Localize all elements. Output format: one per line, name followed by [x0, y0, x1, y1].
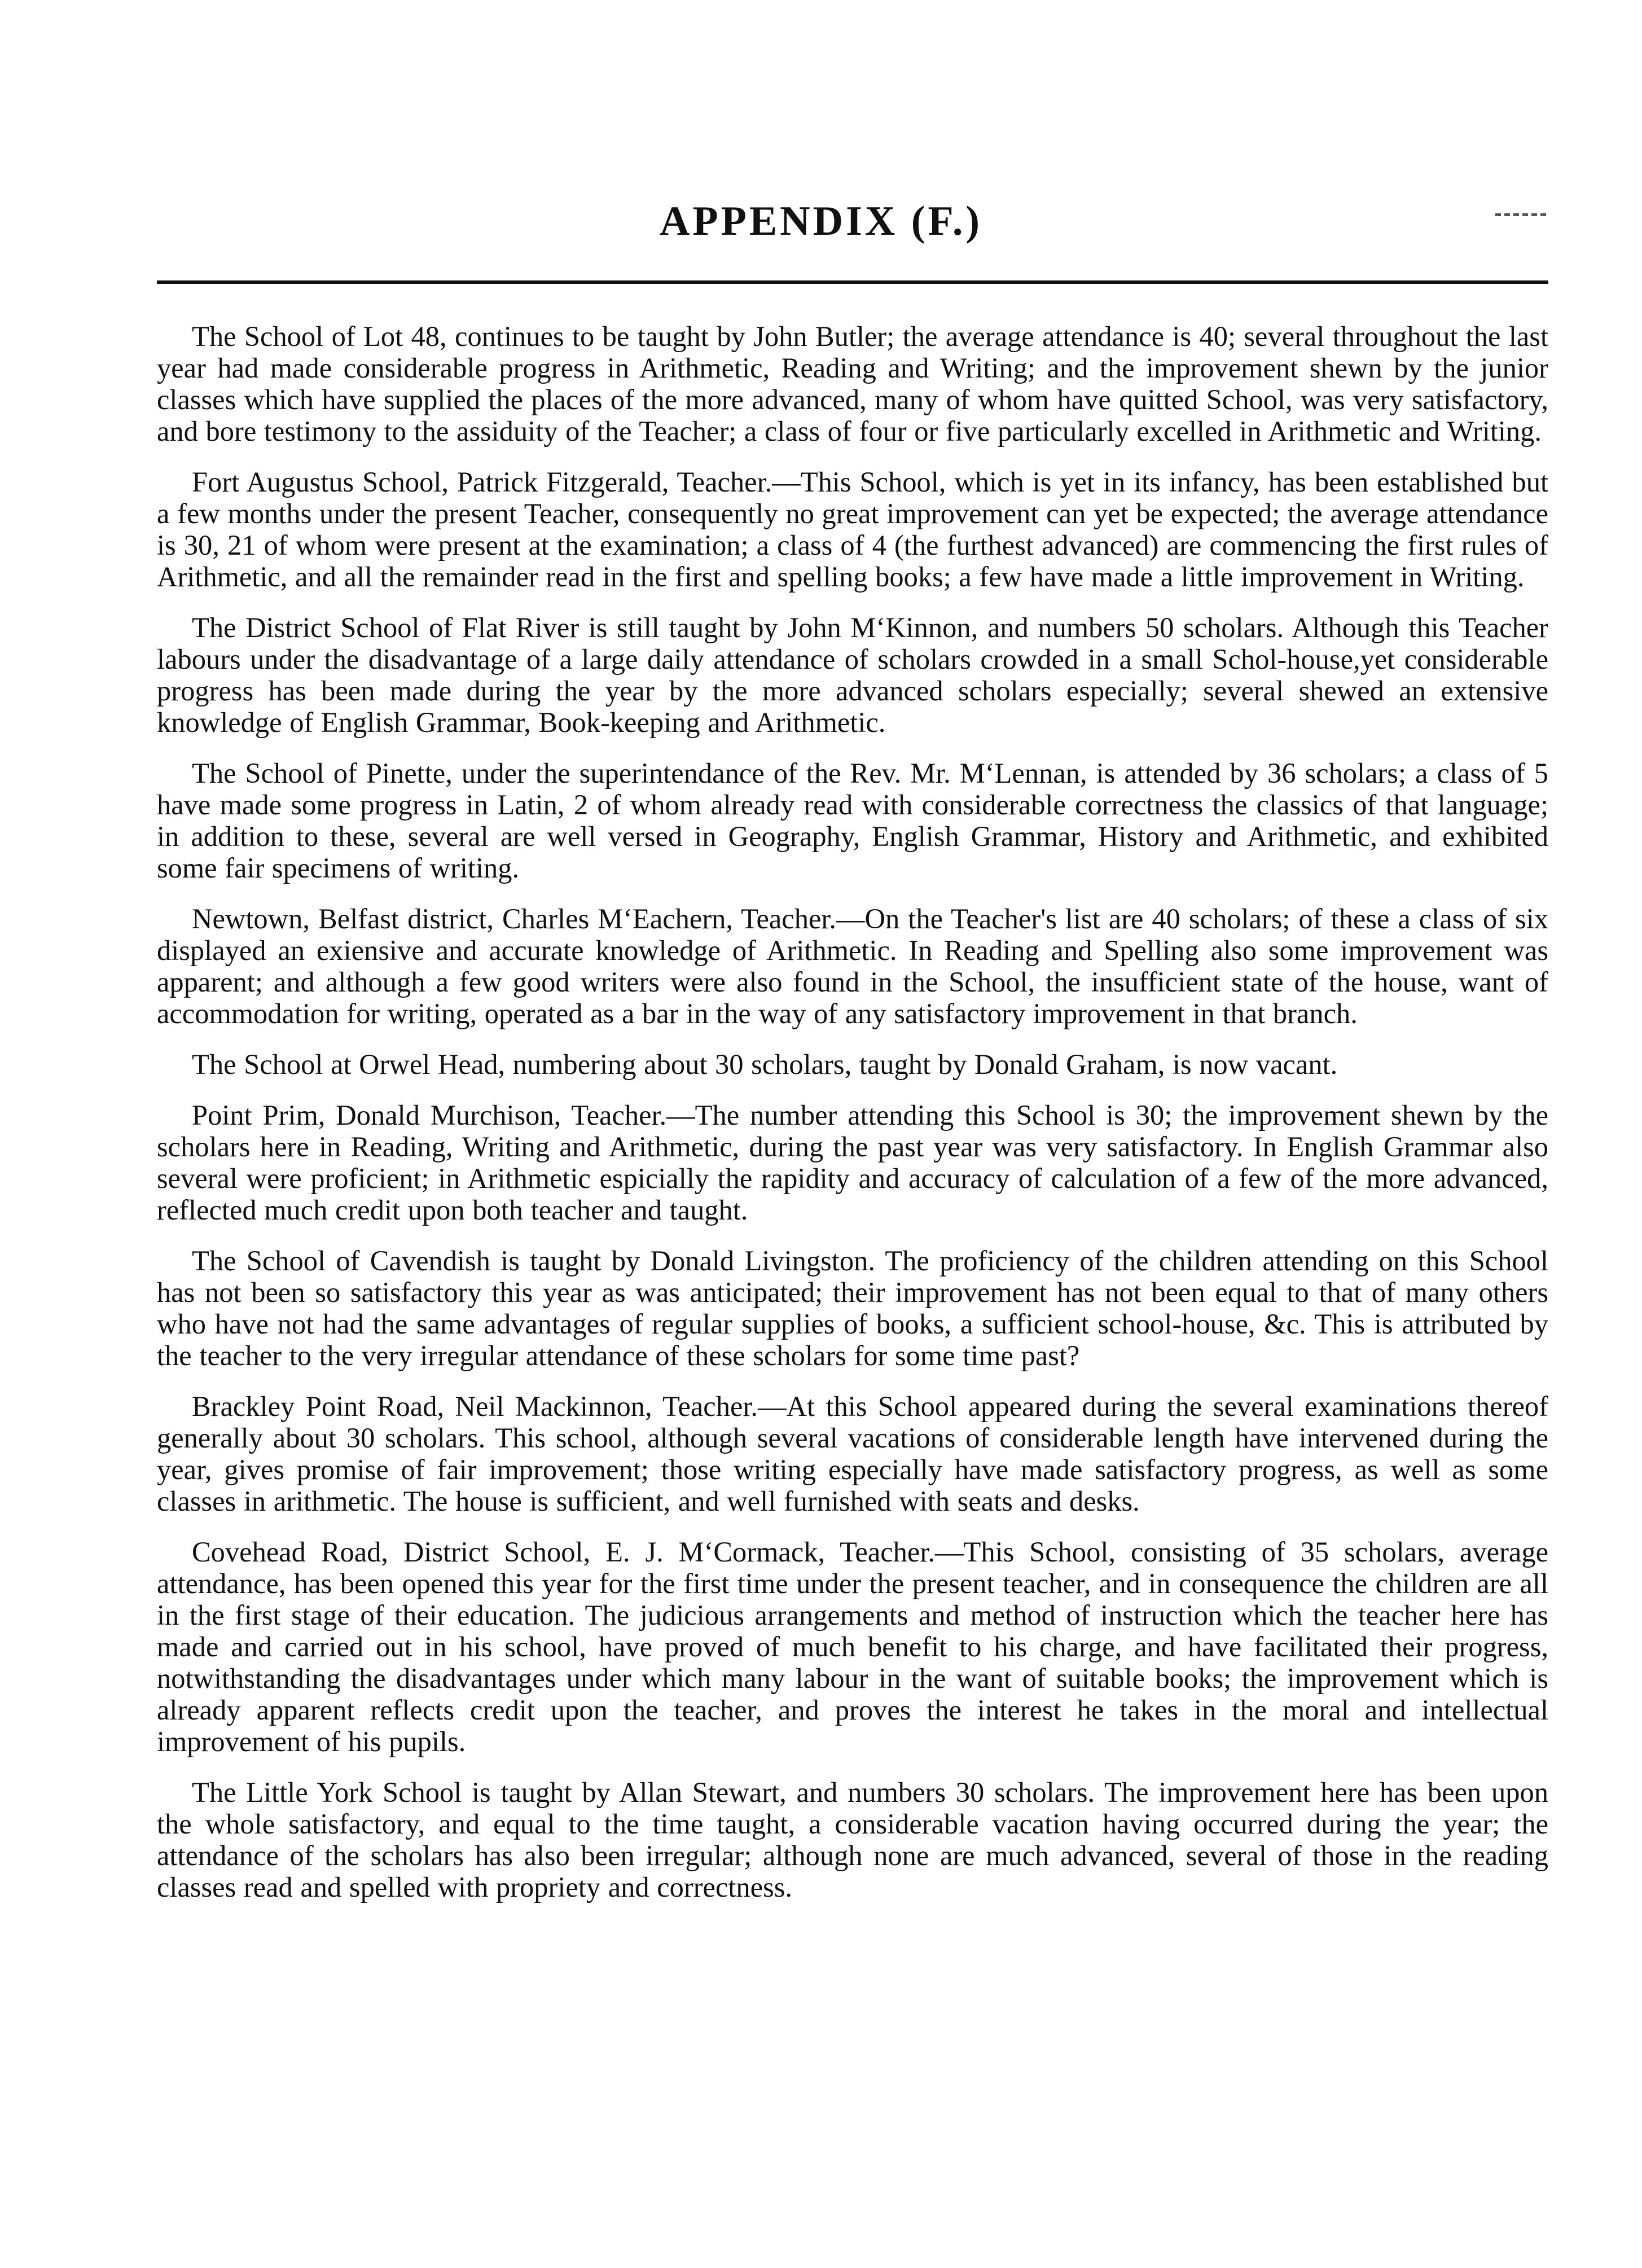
paragraph-fort-augustus: Fort Augustus School, Patrick Fitzgerald, Teacher.—This School, which is yet in its infancy, has been established but a few months under the present Teacher, consequently no great improvement can yet be expected; the average attendance is 30, 21 of whom were present at the examination; a class of 4 (the furthest advanced) are commencing the first rules of Arithmetic, and all the remainder read in the first and spelling books; a few have made a little improvement in Writing.: [157, 466, 1548, 593]
paragraph-brackley-point: Brackley Point Road, Neil Mackinnon, Teacher.—At this School appeared during the several examinations thereof generally about 30 scholars. This school, although several vacations of considerable length have intervened during the year, gives promise of fair improvement; those writing especially have made satisfactory progress, as well as some classes in arithmetic. The house is sufficient, and well furnished with seats and desks.: [157, 1390, 1548, 1517]
paragraph-cavendish: The School of Cavendish is taught by Donald Livingston. The proficiency of the children attending on this School has not been so satisfactory this year as was anticipated; their improvement has not been equal to that of many others who have not had the same advantages of regular supplies of books, a sufficient school-house, &c. This is attributed by the teacher to the very irregular attendance of these scholars for some time past?: [157, 1245, 1548, 1371]
paragraph-point-prim: Point Prim, Donald Murchison, Teacher.—The number attending this School is 30; the improvement shewn by the scholars here in Reading, Writing and Arithmetic, during the past year was very satisfactory. In English Grammar also several were proficient; in Arithmetic espicially the rapidity and accuracy of calculation of a few of the more advanced, reflected much credit upon both teacher and taught.: [157, 1099, 1548, 1226]
page-heading: APPENDIX (F.): [659, 198, 982, 244]
paragraph-orwel-head: The School at Orwel Head, numbering about 30 scholars, taught by Donald Graham, is now vacant.: [192, 1049, 1338, 1080]
paragraph-covehead-road: Covehead Road, District School, E. J. M‘Cormack, Teacher.—This School, consisting of 35 scholars, average attendance, has been opened this year for the first time under the present teacher, and in consequence the children are all in the first stage of their education. The judicious arrangements and method of instruction which the teacher here has made and carried out in his school, have proved of much benefit to his charge, and have facilitated their progress, notwithstanding the disadvantages under which many labour in the want of suitable books; the improvement which is already apparent reflects credit upon the teacher, and proves the interest he takes in the moral and intellectual improvement of his pupils.: [157, 1536, 1548, 1757]
paragraph-flat-river: The District School of Flat River is still taught by John M‘Kinnon, and numbers 50 scholars. Although this Teacher labours under the disadvantage of a large daily attendance of scholars crowded in a small Schol-house,yet considerable progress has been made during the year by the more advanced scholars especially; several shewed an extensive knowledge of English Grammar, Book-keeping and Arithmetic.: [157, 612, 1548, 738]
corner-print-mark: [1495, 213, 1546, 220]
report-body: [157, 321, 1548, 1922]
heading-rule: [157, 280, 1548, 284]
paragraph-pinette: The School of Pinette, under the superintendance of the Rev. Mr. M‘Lennan, is attended by 36 scholars; a class of 5 have made some progress in Latin, 2 of whom already read with considerable correctness the classics of that language; in addition to these, several are well versed in Geography, English Grammar, History and Arithmetic, and exhibited some fair specimens of writing.: [157, 757, 1548, 884]
paragraph-newtown: Newtown, Belfast district, Charles M‘Eachern, Teacher.—On the Teacher's list are 40 scholars; of these a class of six displayed an exiensive and accurate knowledge of Arithmetic. In Reading and Spelling also some improvement was apparent; and although a few good writers were also found in the School, the insufficient state of the house, want of accommodation for writing, operated as a bar in the way of any satisfactory improvement in that branch.: [157, 903, 1548, 1029]
paragraph-lot-48: The School of Lot 48, continues to be taught by John Butler; the average attendance is 40; several throughout the last year had made considerable progress in Arithmetic, Reading and Writing; and the improvement shewn by the junior classes which have supplied the places of the more advanced, many of whom have quitted School, was very satisfactory, and bore testimony to the assiduity of the Teacher; a class of four or five particularly excelled in Arithmetic and Writing.: [157, 321, 1548, 447]
paragraph-little-york: The Little York School is taught by Allan Stewart, and numbers 30 scholars. The improvement here has been upon the whole satisfactory, and equal to the time taught, a considerable vacation having occurred during the year; the attendance of the scholars has also been irregular; although none are much advanced, several of those in the reading classes read and spelled with propriety and correctness.: [157, 1776, 1548, 1903]
